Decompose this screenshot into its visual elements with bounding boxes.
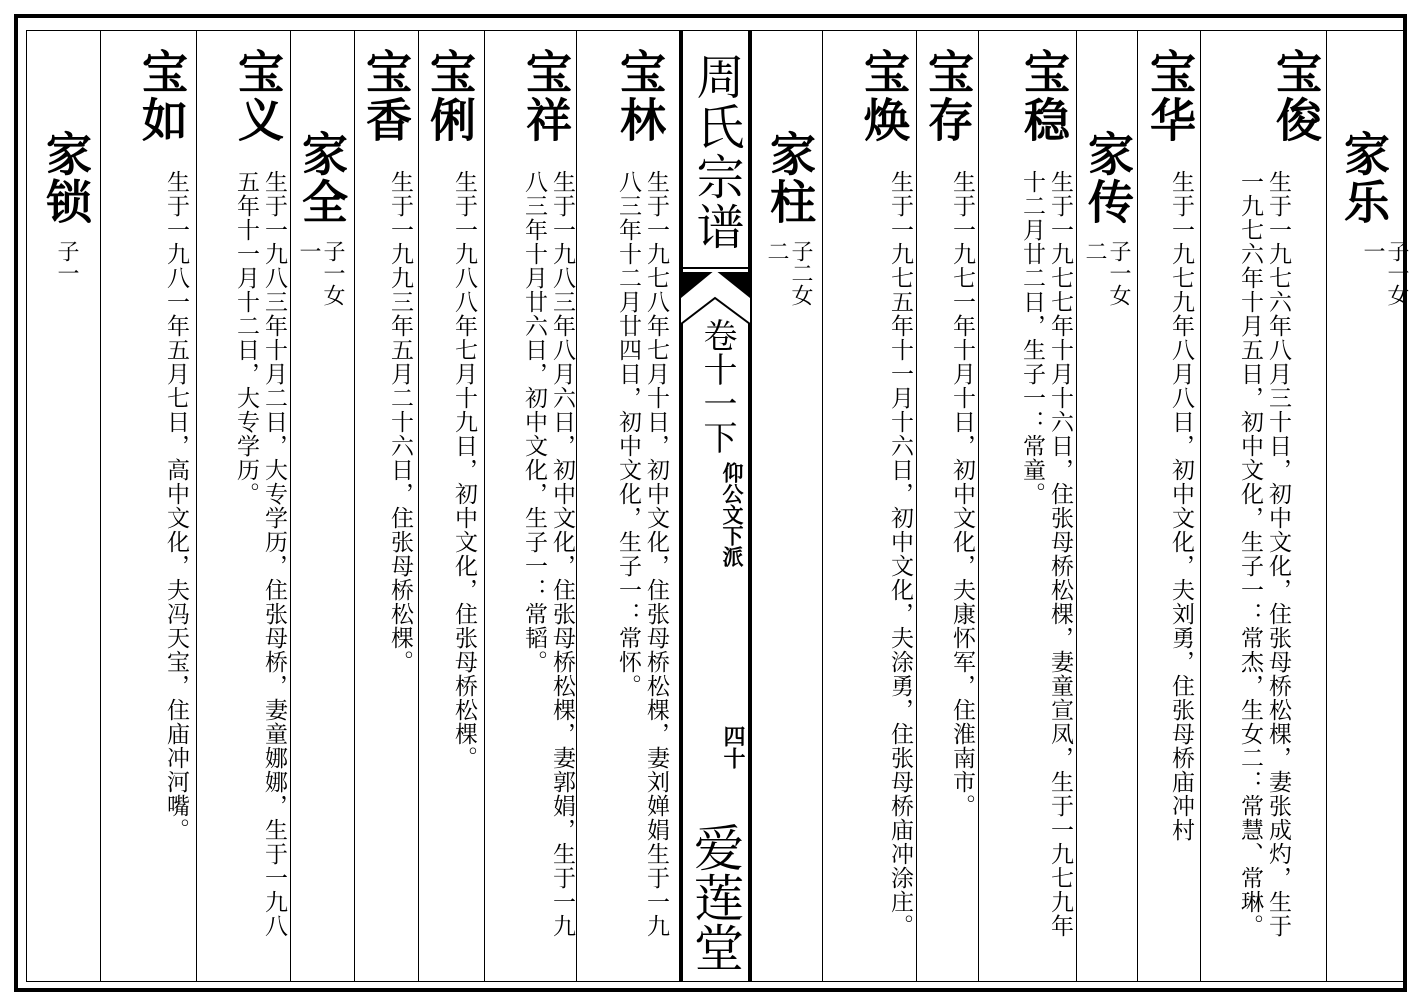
entry-name: 家全 <box>295 130 349 226</box>
entry-name: 宝祥 <box>519 48 573 144</box>
column-rule <box>978 31 979 981</box>
column-rule <box>100 31 101 981</box>
band-left-rule <box>679 31 683 981</box>
column-rule <box>916 31 917 981</box>
band-right-rule <box>748 31 752 981</box>
entry-text: 生于一九八一年五月七日，高中文化，夫冯天宝，住庙冲河嘴。 <box>163 170 189 842</box>
column-rule <box>418 31 419 981</box>
hall-name: 爱莲堂 <box>686 822 744 972</box>
entry-name: 家锁 <box>39 130 93 226</box>
column-rule <box>1076 31 1077 981</box>
entry-children-count: 子二女二 <box>764 240 813 306</box>
entry-children-count: 子一女一 <box>296 240 345 306</box>
column-rule <box>576 31 577 981</box>
column-rule <box>1137 31 1138 981</box>
entry-children-count: 子一女二 <box>1082 240 1131 306</box>
entry-text: 生于一九七九年八月八日，初中文化，夫刘勇，住张母桥庙冲村 <box>1168 170 1194 842</box>
column-rule <box>822 31 823 981</box>
section-label: 仰公文下派 <box>720 462 745 567</box>
entry-children-count: 子一 <box>54 240 79 284</box>
entry-name: 宝存 <box>921 48 975 144</box>
entry-text: 生于一九七七年十月十六日，住张母桥松棵，妻童宣凤，生于一九七九年十二月廿二日，生子一：常童。 <box>1019 170 1073 938</box>
volume-label: 卷十一下 <box>697 318 737 454</box>
entry-text: 生于一九七八年七月十日，初中文化，住张母桥松棵，妻刘婵娟生于一九八三年十二月廿四日，初中文化，生子一：常怀。 <box>615 170 669 938</box>
column-rule <box>484 31 485 981</box>
entry-text: 生于一九七一年十月十日，初中文化，夫康怀军，住淮南市。 <box>949 170 975 818</box>
genealogy-title: 周氏宗谱 <box>688 52 744 252</box>
entry-children-count: 子一女一 <box>1360 240 1409 306</box>
entry-name: 家传 <box>1081 130 1135 226</box>
entry-name: 宝义 <box>231 48 285 144</box>
entry-name: 宝俐 <box>423 48 477 144</box>
entry-name: 宝华 <box>1143 48 1197 144</box>
entry-name: 宝稳 <box>1017 48 1071 144</box>
entry-name: 家柱 <box>763 130 817 226</box>
entry-text: 生于一九八三年八月六日，初中文化，住张母桥松棵，妻郭娟，生于一九八三年十月廿六日，初中文化，生子一：常韬。 <box>521 170 575 938</box>
entry-text: 生于一九七六年八月三十日，初中文化，住张母桥松棵，妻张成灼，生于一九七六年十月五日，初中文化，生子一：常杰，生女二：常慧、常琳。 <box>1237 170 1291 938</box>
entry-name: 宝俊 <box>1269 48 1323 144</box>
column-rule <box>354 31 355 981</box>
entry-text: 生于一九八三年十月二日，大专学历，住张母桥，妻童娜娜，生于一九八五年十一月十二日，大专学历。 <box>233 170 287 938</box>
column-rule <box>1326 31 1327 981</box>
column-rule <box>290 31 291 981</box>
column-rule <box>1200 31 1201 981</box>
page-number: 四十 <box>720 725 746 769</box>
entry-name: 宝香 <box>359 48 413 144</box>
entry-name: 家乐 <box>1337 130 1391 226</box>
entry-text: 生于一九八八年七月十九日，初中文化，住张母桥松棵。 <box>451 170 477 770</box>
entry-text: 生于一九七五年十一月十六日，初中文化，夫涂勇，住张母桥庙冲涂庄。 <box>887 170 913 938</box>
column-rule <box>196 31 197 981</box>
entry-name: 宝如 <box>135 48 189 144</box>
entry-name: 宝林 <box>613 48 667 144</box>
entry-text: 生于一九九三年五月二十六日，住张母桥松棵。 <box>387 170 413 674</box>
entry-name: 宝焕 <box>857 48 911 144</box>
